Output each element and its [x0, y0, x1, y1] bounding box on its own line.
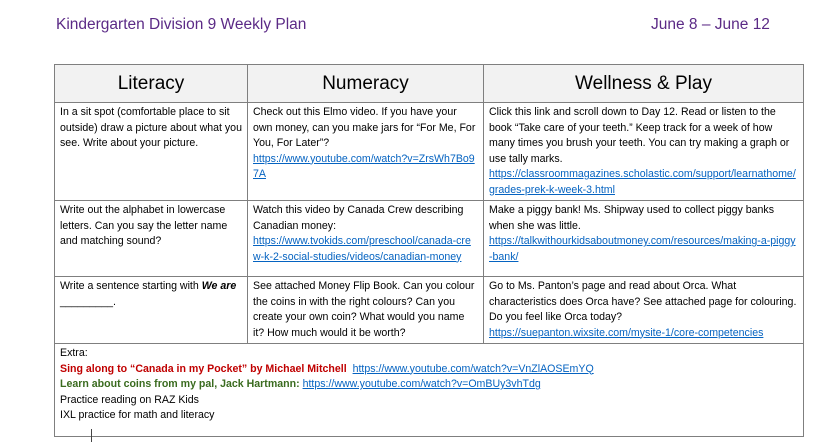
raz-kids-line: Practice reading on RAZ Kids — [60, 393, 199, 406]
page-title: Kindergarten Division 9 Weekly Plan — [56, 16, 307, 33]
column-header-wellness: Wellness & Play — [484, 65, 804, 103]
cell-text: Check out this Elmo video. If you have your own money, can you make jars for “For Me, For You, For Later”? — [253, 106, 476, 149]
text-cursor — [91, 429, 92, 442]
cell-text: Go to Ms. Panton’s page and read about Orca. What characteristics does Orca have? See attached page for colouring. Do you feel like Orca today? — [489, 280, 797, 323]
weekly-plan-table — [54, 64, 804, 437]
sentence-starter: We are — [201, 280, 237, 292]
column-header-numeracy: Numeracy — [248, 65, 484, 103]
cell-text: Make a piggy bank! Ms. Shipway used to collect piggy banks when she was little. — [489, 204, 775, 232]
date-range: June 8 – June 12 — [651, 16, 770, 33]
table-row — [55, 201, 804, 277]
song1-text: Sing along to “Canada in my Pocket” by Michael Mitchell — [60, 362, 347, 375]
column-header-literacy: Literacy — [55, 65, 248, 103]
wellness-cell — [484, 277, 804, 344]
cell-text: In a sit spot (comfortable place to sit outside) draw a picture about what you see. Write about your picture. — [60, 106, 242, 149]
wellness-cell — [484, 103, 804, 201]
extra-line — [60, 362, 798, 378]
extra-cell — [55, 344, 804, 437]
song2-link[interactable]: https://www.youtube.com/watch?v=OmBUy3vhTdg — [302, 378, 541, 390]
extra-label: Extra: — [60, 347, 88, 359]
tvokids-link[interactable]: https://www.tvokids.com/preschool/canada-crew-k-2-social-studies/videos/canadian-money — [253, 235, 471, 263]
orca-link[interactable]: https://suepanton.wixsite.com/mysite-1/core-competencies — [489, 326, 764, 339]
cell-text: Watch this video by Canada Crew describing Canadian money: — [253, 204, 464, 232]
song2-text: Learn about coins from my pal, Jack Hartmann: — [60, 378, 300, 390]
literacy-cell — [55, 201, 248, 277]
ixl-line: IXL practice for math and literacy — [60, 409, 215, 421]
literacy-cell — [55, 277, 248, 344]
numeracy-cell — [248, 201, 484, 277]
extra-line — [60, 377, 798, 393]
literacy-cell — [55, 103, 248, 201]
wellness-cell — [484, 201, 804, 277]
cell-text: Write out the alphabet in lowercase letters. Can you say the letter name and matching sound? — [60, 204, 228, 247]
numeracy-cell — [248, 277, 484, 344]
numeracy-cell — [248, 103, 484, 201]
song1-link[interactable]: https://www.youtube.com/watch?v=VnZlAOSEmYQ — [352, 362, 594, 375]
cell-text: Write a sentence starting with — [60, 280, 202, 292]
scholastic-link[interactable]: https://classroommagazines.scholastic.com/support/learnathome/grades-prek-k-week-3.html — [489, 168, 796, 196]
cell-text: See attached Money Flip Book. Can you colour the coins in with the right colours? Can you create your own coin? What would you name it? How much would it be worth? — [253, 280, 475, 339]
extra-row — [55, 344, 804, 437]
elmo-video-link[interactable]: https://www.youtube.com/watch?v=ZrsWh7Bo97A — [253, 152, 475, 180]
header-row — [55, 65, 804, 103]
piggy-bank-link[interactable]: https://talkwithourkidsaboutmoney.com/resources/making-a-piggy-bank/ — [489, 235, 796, 263]
cell-text: _________. — [60, 295, 116, 308]
table-row — [55, 103, 804, 201]
table-row — [55, 277, 804, 344]
cell-text: Click this link and scroll down to Day 12. Read or listen to the book “Take care of your teeth.” Keep track for a week of how many times you brush your teeth. You can try making a graph or use tally marks. — [489, 106, 790, 165]
